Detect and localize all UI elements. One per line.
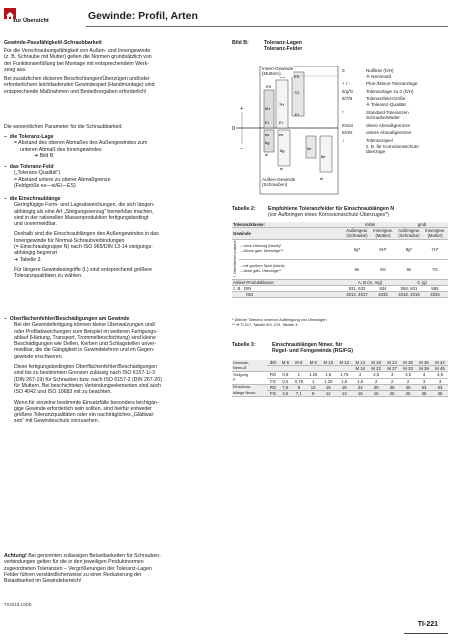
legend-row: + / - Plus-/Minus-Toleranzlage (342, 81, 418, 87)
legend-row: * Standard-Toleranzen Schraube/Mutter (342, 109, 409, 121)
header-divider (86, 26, 448, 27)
figure-b-title: Toleranz-Lagen Toleranz-Felder (264, 40, 303, 53)
param-engagement-length: – die Einschraublänge Geringfügige Form- und Lageabweichungen, die sich längen- abhängig als eine Art „Steigungsverzug“ bemerkbar machen, sind in der rationellen Massenproduktion fertigungsbedingt und unvermeidbar. Deshalb sind die Einschraublängen des Außengewindes in das Innengewinde für Normal-Schraubverbindungen (= Einschraubgruppe N) nach ISO 965/DIN 13-14 steigungs- abhängig begrenzt ➔ Tabelle 3 Für längere Gewindeeingriffe (L) sind entsprechend größere Toleranzqualitäten zu wählen. (4, 196, 159, 280)
legend-row: EI/es untere Abmaßgrenzen (342, 130, 412, 136)
param-tolerance-field: – das Toleranz-Feld („Toleranz-Qualität“) = Abstand untere zu oberer Abmaßgrenze (Feldgröße es—ei/EI—ES) (4, 164, 111, 189)
svg-text:es: es (265, 132, 270, 137)
page-title: Gewinde: Profil, Arten (88, 10, 198, 22)
svg-text:7H: 7H (279, 102, 285, 107)
back-to-overview-link[interactable] (4, 8, 49, 28)
legend-row: 6/7/8 Toleranzfeld-Größe ≙ Toleranz-Qualität (342, 96, 406, 107)
svg-text:7G: 7G (294, 90, 300, 95)
section-heading: Gewinde-Passfähigkeit/-Schraubbarkeit (4, 40, 102, 46)
table2-title: Empfohlene Toleranzfelder für Einschraublängen N (vor Aufbringen eines Korrosionsschutz-Überzuges*) (268, 206, 395, 219)
svg-text:EI: EI (295, 112, 299, 117)
back-label: zur Übersicht (13, 18, 49, 24)
legend-row: ↕ Toleranzspiel z. B. für Korrosionsschutz- überzüge (342, 137, 420, 155)
table-row: FG 4,5 7,1 9 12 13 16 16 25 25 36 36 (232, 391, 448, 397)
paragraph-2: Bei zusätzlichen dickeren Beschichtungen/Überzügen und/oder erforderlichem leichtlaufenden Gewindespiel (Handmontage) sind entsprechende Maßnahmen und Bestellvorgaben erforderlich! (4, 76, 155, 95)
figure-b-label: Bild B: (232, 40, 249, 46)
table-row: FG 0,5 0,75 1 1,25 1,5 1,5 2 2 2 3 3 (232, 378, 448, 384)
svg-text:ei: ei (320, 176, 324, 181)
svg-text:es: es (279, 132, 284, 137)
svg-text:ei: ei (265, 152, 269, 157)
footer-divider (404, 633, 448, 634)
legend-row: ES/ei obere Abmaßgrenzen (342, 122, 411, 128)
svg-text:ES: ES (266, 84, 272, 89)
page-number: TI-221 (417, 621, 438, 628)
table3-label: Tabelle 3: (232, 342, 256, 348)
attention-note: Achtung! Bei genormten zulässigen Belastbarkeiten für Schrauben- verbindungen gelten für die in den jeweiligen Produktnormen zugeordneten Toleranzen – Vergrößerungen der Toleranz-Lagen Felder führen verständlicherweise zu einer Reduzierung der Belastbarkeit im Gewindebereich! (4, 553, 161, 585)
svg-text:EI: EI (279, 120, 283, 125)
table-row: z. B. DIN 931, 933 934 558, 601 555 (232, 285, 448, 291)
table-2: Toleranzklasse: mittel grob Gewinde Außengew. (Schraube) Innengew. (Mutter) Außengew. (Schraube) Innengew. (Mutter) f. Oberflächen-zustand – ohne Überzug (blank)* – dünne galv. Überzüge** 6g* 6H* 8g* 7H* – mit großem Spiel (blank) – dicke galv. Überzüge** 6e 6G 8e 7G Artikel-Produktklasse: A, B (m, mg) C (g) z. B. DIN 931, 933 934 558, 601 555 ISO 4014, 4017 4032 4018, 4016 4034 (232, 222, 448, 298)
outer-thread-label: Außen-Gewinde (Schrauben) (262, 177, 296, 188)
table-row: Artikel-Produktklasse: A, B (m, mg) C (g) (232, 279, 448, 285)
table-row: Steigung P RG 0,8 1 1,25 1,5 1,75 2 2,5 3 3,5 4 4,5 (232, 372, 448, 378)
svg-text:8e: 8e (321, 154, 326, 159)
param-surface-defects: – Oberflächenfehler/Beschädigungen am Gewinde Bei der Gewindefertigung können kleine Überwalzungen und/ oder Profilabweichungen zum Beispiel im weiteren Fertigungs- ablauf (Härtung, Transport, Trommelbeschichtung) sind kleine Beschädigungen wie Dellen, Kerben und Schlagstellen unver- meidbar, die die Gängigkeit in Gewindelehren und im Gegen- gewinde erschweren. Diese fertigungsbedingten Oberflächenfehler/Beschädigungen sind bis zu bestimmten Grenzen zulässig nach ISO 6157-1/-3 (DIN 267-19) für Schrauben bzw. nach ISO 6157-2 (DIN 267-20) für Muttern. Bei beschichteten Verbindungselementen sind auch ISO 4042 und ISO 10683 mit zu beachten. Wenn für einzelne bestimmte Einsatzfälle besonders leichtgän- gige Gewinde erforderlich sein sollten, sind hierfür entweder größere Toleranzqualitäten oder ein nachträgliches „Glättwal- zen“ mit Gewindeschutz vorzusehen. (4, 316, 162, 425)
footer-code: TI/2019.10DE (4, 602, 32, 607)
legend-row: 6/g/G Toleranzlage zu 0 (h/H) (342, 88, 414, 94)
svg-text:EI: EI (265, 120, 269, 125)
paragraph-3: Die wesentlichen Parameter für die Schraubbarkeit: (4, 124, 123, 130)
param-tolerance-position: – die Toleranz-Lage = Abstand des oberen Abmaßes des Außengewindes zum unteren Abmaß des Innengewindes ➔ Bild B (4, 134, 148, 159)
table-row: f. Oberflächen-zustand – ohne Überzug (blank)* – dünne galv. Überzüge** 6g* 6H* 8g* 7H* (232, 239, 448, 259)
legend-row: 0 Nulllinie (h/H) ≙ Nennmaß (342, 68, 394, 79)
zero-mark: 0 (232, 126, 236, 132)
inner-thread-label: Innen-Gewinde (Muttern) (262, 66, 294, 77)
table2-label: Tabelle 2: (232, 206, 256, 212)
svg-text:6H: 6H (265, 106, 271, 111)
paragraph-1: Für die Verschraubungsfähigkeit von Außen- und Innengewinde (z. B. Schraube mit Mutter) gelten die Normen grundsätzlich von der Funktionserfüllung bei Montage mit entsprechendem Werk- zeug aus. (4, 48, 152, 73)
figure-b-legend (342, 68, 448, 157)
minus-mark: − (240, 146, 244, 152)
table-row: – mit großem Spiel (blank) – dicke galv. Überzüge** 6e 6G 8e 7G (232, 259, 448, 279)
table-row: Einschrau- blänge Nmax. RG 7,5 9 12 15 18 24 30 36 45 53 63 (232, 384, 448, 390)
svg-text:6e: 6e (307, 146, 312, 151)
table-3: Gewinde- Nenn-Ø d/D M 5 M 6 M 8 M 10 M 12 M 14 M 18 M 24 M 30 M 36 M 42 M 16 M 22 M 27 M 33 M 39 M 45 Steigung P RG 0,8 1 1,25 1,5 1,75 2 2,5 3 3,5 4 4,5 FG 0,5 0,75 1 1,25 1,5 1,5 2 2 2 3 3 Einschrau- blänge Nmax. RG 7,5 9 12 15 18 24 30 36 45 53 63 FG 4,5 7,1 9 12 13 16 16 25 25 36 36 (232, 360, 448, 397)
plus-mark: + (240, 106, 244, 112)
svg-text:ei: ei (280, 166, 284, 171)
svg-text:6g: 6g (265, 140, 270, 145)
svg-text:ES: ES (294, 74, 300, 79)
table3-title: Einschraublängen Nmax. für Regel- und Feingewinde (RG/FG) (272, 342, 353, 355)
svg-text:8g: 8g (280, 148, 285, 153)
table2-notes: * Übliche Toleranz ohne/vor Aufbringung von Überzügen ** ➔ TI-217, Tabelle 8/9 -219, Tabelle 4 (232, 318, 327, 327)
table-row: ISO 4014, 4017 4032 4018, 4016 4034 (232, 292, 448, 298)
